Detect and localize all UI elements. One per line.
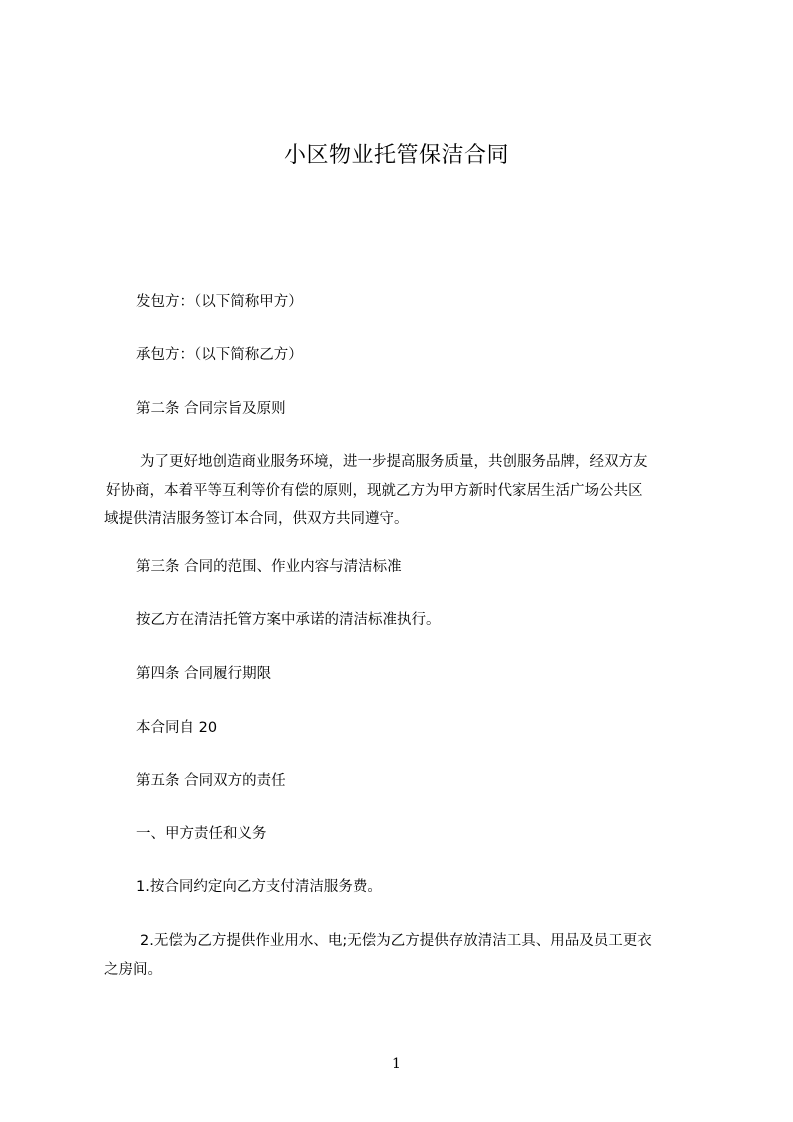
party-a-line: 发包方：（以下简称甲方） <box>136 294 303 310</box>
article-5-heading: 第五条 合同双方的责任 <box>136 773 286 789</box>
party-a-duties-heading: 一、甲方责任和义务 <box>136 826 267 842</box>
article-3-text: 按乙方在清洁托管方案中承诺的清洁标准执行。 <box>136 612 441 628</box>
article-2-text-line-1: 为了更好地创造商业服务环境，进一步提高服务质量，共创服务品牌，经双方友 <box>140 454 648 470</box>
article-3-heading: 第三条 合同的范围、作业内容与清洁标准 <box>136 559 402 575</box>
article-2-heading: 第二条 合同宗旨及原则 <box>136 401 286 417</box>
article-2-text-line-2: 好协商，本着平等互利等价有偿的原则，现就乙方为甲方新时代家居生活广场公共区 <box>106 483 643 499</box>
party-b-line: 承包方：（以下简称乙方） <box>136 347 303 363</box>
party-a-duty-1: 1.按合同约定向乙方支付清洁服务费。 <box>136 879 382 895</box>
document-title: 小区物业托管保洁合同 <box>283 143 509 168</box>
party-a-duty-2-line-2: 之房间。 <box>104 962 162 978</box>
page-number: 1 <box>392 1056 401 1072</box>
party-a-duty-2-line-1: 2.无偿为乙方提供作业用水、电;无偿为乙方提供存放清洁工具、用品及员工更衣 <box>140 933 652 949</box>
article-2-text-line-3: 域提供清洁服务签订本合同，供双方共同遵守。 <box>104 511 409 527</box>
article-4-heading: 第四条 合同履行期限 <box>136 666 272 682</box>
article-4-text: 本合同自 20 <box>136 720 218 736</box>
